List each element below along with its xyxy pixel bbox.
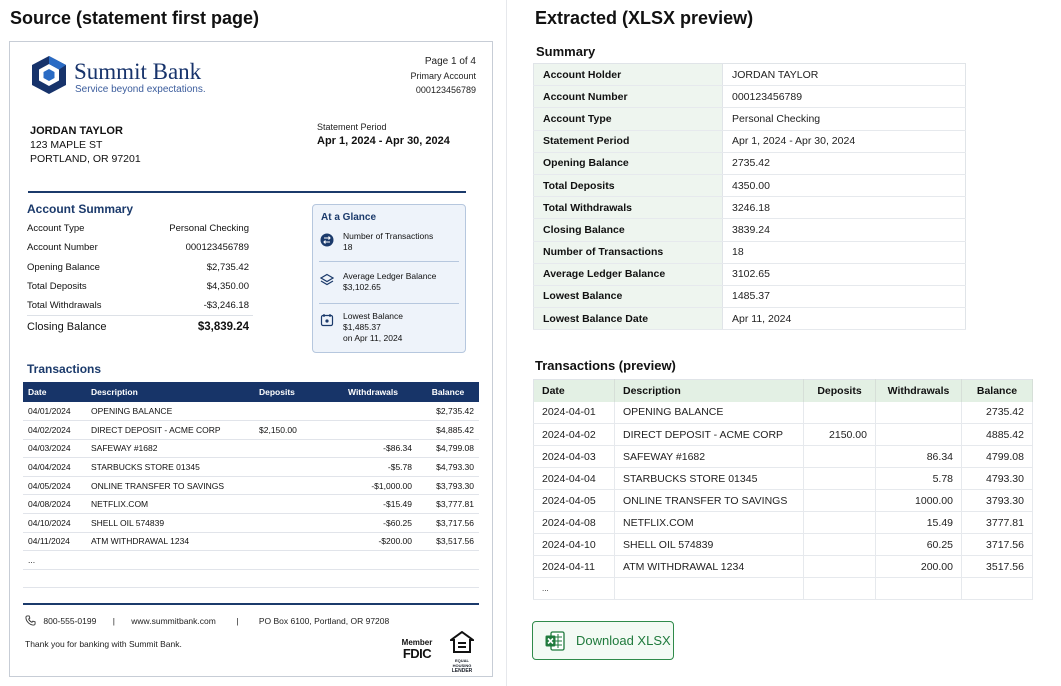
summary-table-row [534, 263, 966, 285]
column-header: Balance [962, 380, 1033, 402]
cell: 3793.30 [962, 490, 1033, 512]
cell: -$86.34 [329, 439, 417, 458]
at-a-glance-box [312, 204, 466, 353]
footer-phone: 800-555-0199 [43, 615, 97, 626]
ledger-icon [320, 273, 334, 287]
glance-divider [319, 303, 459, 304]
table-row [23, 569, 479, 588]
cell: $3,793.30 [417, 476, 479, 495]
column-header: Withdrawals [329, 382, 417, 402]
bank-tagline: Service beyond expectations. [75, 84, 206, 95]
cell: $3,717.56 [417, 514, 479, 533]
cell [804, 468, 876, 490]
cell: -$60.25 [329, 514, 417, 533]
footer-thanks: Thank you for banking with Summit Bank. [25, 639, 182, 649]
statement-transactions-table [23, 382, 479, 588]
glance-divider [319, 261, 459, 262]
table-row [23, 421, 479, 440]
cell [876, 424, 962, 446]
summit-bank-logo-icon [30, 55, 68, 95]
equal-housing-icon [450, 631, 474, 653]
transactions-icon [320, 233, 334, 247]
cell: 04/10/2024 [23, 514, 86, 533]
table-row [534, 468, 1033, 490]
cell: STARBUCKS STORE 01345 [86, 458, 254, 477]
cell: 04/11/2024 [23, 532, 86, 551]
page-meta [410, 55, 476, 97]
ehl-text-1: EQUAL HOUSING [452, 658, 472, 668]
table-row [23, 532, 479, 551]
cell: $3,777.81 [417, 495, 479, 514]
extracted-pane-title: Extracted (XLSX preview) [535, 8, 754, 28]
cell: DIRECT DEPOSIT - ACME CORP [615, 424, 804, 446]
summary-value: 3246.18 [723, 197, 966, 219]
transactions-heading: Transactions [27, 362, 102, 376]
cell: SHELL OIL 574839 [86, 514, 254, 533]
cell [804, 490, 876, 512]
cell [804, 512, 876, 534]
equal-housing-lender-logo [447, 631, 477, 674]
statement-period [317, 122, 450, 147]
ellipsis-cell: ... [534, 578, 615, 600]
cell: 2024-04-04 [534, 468, 615, 490]
footer-separator: | [236, 615, 239, 626]
cell: 2024-04-11 [534, 556, 615, 578]
cell: ONLINE TRANSFER TO SAVINGS [615, 490, 804, 512]
cell: 2150.00 [804, 424, 876, 446]
summary-key: Account Holder [534, 64, 723, 86]
summary-key: Lowest Balance Date [534, 308, 723, 330]
cell [254, 495, 329, 514]
download-xlsx-label: Download XLSX [576, 633, 671, 648]
column-header: Balance [417, 382, 479, 402]
column-header: Description [86, 382, 254, 402]
cell: ONLINE TRANSFER TO SAVINGS [86, 476, 254, 495]
summary-key: Closing Balance [534, 219, 723, 241]
cell [254, 514, 329, 533]
summary-table-row [534, 308, 966, 330]
closing-balance-value: $3,839.24 [197, 321, 249, 333]
table-row [534, 556, 1033, 578]
glance-label: Number of Transactions [343, 231, 434, 241]
cell: 60.25 [876, 534, 962, 556]
summary-row [27, 300, 249, 311]
cell: SHELL OIL 574839 [615, 534, 804, 556]
table-row [23, 551, 479, 570]
summary-key: Account Number [534, 86, 723, 108]
summary-table-row [534, 86, 966, 108]
summary-table-row [534, 108, 966, 130]
account-number-header: 000123456789 [415, 85, 476, 95]
cell: 2024-04-02 [534, 424, 615, 446]
cell [254, 532, 329, 551]
cell: 1000.00 [876, 490, 962, 512]
cell: -$5.78 [329, 458, 417, 477]
table-row [534, 446, 1033, 468]
cell: 04/02/2024 [23, 421, 86, 440]
cell: 2024-04-03 [534, 446, 615, 468]
table-row [534, 512, 1033, 534]
summary-value: 3839.24 [723, 219, 966, 241]
cell: DIRECT DEPOSIT - ACME CORP [86, 421, 254, 440]
account-summary-heading: Account Summary [27, 202, 134, 216]
cell: 3517.56 [962, 556, 1033, 578]
cell: 04/05/2024 [23, 476, 86, 495]
cell: OPENING BALANCE [615, 402, 804, 424]
extracted-pane [507, 0, 1061, 686]
cell [329, 421, 417, 440]
cell: $3,517.56 [417, 532, 479, 551]
cell: $2,150.00 [254, 421, 329, 440]
summary-value: 1485.37 [723, 285, 966, 307]
cell [804, 402, 876, 424]
summary-value: Apr 1, 2024 - Apr 30, 2024 [723, 130, 966, 152]
cell: 04/01/2024 [23, 402, 86, 421]
cell: 4793.30 [962, 468, 1033, 490]
cell [804, 556, 876, 578]
cell: -$200.00 [329, 532, 417, 551]
cell: 2024-04-08 [534, 512, 615, 534]
glance-item [343, 231, 433, 253]
summary-row [27, 223, 249, 234]
cell: 86.34 [876, 446, 962, 468]
cell: $4,793.30 [417, 458, 479, 477]
table-row [534, 402, 1033, 424]
summary-table-row [534, 64, 966, 86]
summary-value: $4,350.00 [206, 281, 249, 292]
statement-page [9, 41, 493, 677]
statement-period-label: Statement Period [317, 122, 387, 132]
header-divider [28, 191, 466, 193]
cell [804, 446, 876, 468]
cell: STARBUCKS STORE 01345 [615, 468, 804, 490]
glance-value: $1,485.37 [343, 322, 381, 332]
summary-table [533, 63, 966, 330]
cell: 2024-04-01 [534, 402, 615, 424]
cell [254, 439, 329, 458]
footer-divider [23, 603, 479, 605]
cell: NETFLIX.COM [86, 495, 254, 514]
summary-value: 3102.65 [723, 263, 966, 285]
table-row [23, 439, 479, 458]
table-row [534, 534, 1033, 556]
summary-row [27, 242, 249, 253]
table-header-row [534, 380, 1033, 402]
cell [254, 402, 329, 421]
cell: ATM WITHDRAWAL 1234 [615, 556, 804, 578]
summary-key: Lowest Balance [534, 285, 723, 307]
summary-key: Opening Balance [534, 152, 723, 174]
summary-value: -$3,246.18 [203, 300, 249, 311]
column-header: Date [534, 380, 615, 402]
column-header: Date [23, 382, 86, 402]
cell [254, 458, 329, 477]
summary-table-row [534, 130, 966, 152]
cell: 4799.08 [962, 446, 1033, 468]
footer-address: PO Box 6100, Portland, OR 97208 [258, 615, 390, 626]
source-pane [0, 0, 506, 686]
customer-name: JORDAN TAYLOR [30, 125, 123, 137]
cell: 200.00 [876, 556, 962, 578]
summary-key: Total Deposits [534, 174, 723, 196]
summary-value: 000123456789 [723, 86, 966, 108]
summary-value: 4350.00 [723, 174, 966, 196]
page-number: Page 1 of 4 [424, 56, 476, 67]
calendar-icon [320, 313, 334, 327]
summary-value: Apr 11, 2024 [723, 308, 966, 330]
fdic-logo [400, 638, 434, 660]
cell: 3717.56 [962, 534, 1033, 556]
column-header: Deposits [254, 382, 329, 402]
summary-value: 2735.42 [723, 152, 966, 174]
cell: OPENING BALANCE [86, 402, 254, 421]
summary-table-row [534, 152, 966, 174]
closing-balance-label: Closing Balance [27, 321, 107, 333]
summary-table-row [534, 285, 966, 307]
glance-label: Lowest Balance [343, 311, 404, 321]
cell: $4,885.42 [417, 421, 479, 440]
summary-table-row [534, 197, 966, 219]
summary-value: 18 [723, 241, 966, 263]
source-pane-title: Source (statement first page) [10, 8, 260, 28]
summary-table-row [534, 219, 966, 241]
glance-extra: on Apr 11, 2024 [343, 333, 403, 343]
table-row [23, 458, 479, 477]
footer-website: www.summitbank.com [131, 615, 216, 626]
fdic-member-text: Member [401, 638, 433, 647]
summary-value: 000123456789 [185, 242, 249, 253]
cell [876, 402, 962, 424]
cell: 5.78 [876, 468, 962, 490]
column-header: Description [615, 380, 804, 402]
summary-row [27, 281, 249, 292]
summary-label: Total Deposits [27, 281, 87, 292]
table-row [23, 476, 479, 495]
summary-key: Account Type [534, 108, 723, 130]
cell: $4,799.08 [417, 439, 479, 458]
glance-item [343, 271, 436, 293]
cell: 04/03/2024 [23, 439, 86, 458]
fdic-text: FDIC [402, 646, 432, 661]
bank-name: Summit Bank [74, 59, 202, 84]
transactions-preview-heading: Transactions (preview) [535, 358, 676, 373]
customer-city: PORTLAND, OR 97201 [30, 153, 141, 165]
glance-value: $3,102.65 [343, 282, 381, 292]
glance-label: Average Ledger Balance [343, 271, 437, 281]
summary-label: Opening Balance [27, 262, 100, 273]
cell [804, 534, 876, 556]
ehl-text-2: LENDER [451, 668, 473, 674]
summary-table-row [534, 174, 966, 196]
download-xlsx-button[interactable] [532, 621, 674, 660]
table-row [534, 490, 1033, 512]
summary-key: Total Withdrawals [534, 197, 723, 219]
footer-separator: | [112, 615, 115, 626]
cell: 2735.42 [962, 402, 1033, 424]
table-header-row [23, 382, 479, 402]
cell: SAFEWAY #1682 [615, 446, 804, 468]
footer-contact [25, 615, 389, 626]
ellipsis-cell: ... [23, 551, 86, 570]
account-label: Primary Account [410, 71, 476, 81]
summary-row [27, 262, 249, 273]
summary-value: $2,735.42 [206, 262, 249, 273]
cell: SAFEWAY #1682 [86, 439, 254, 458]
at-a-glance-title: At a Glance [321, 212, 377, 223]
table-row [534, 424, 1033, 446]
summary-label: Total Withdrawals [27, 300, 102, 311]
cell: -$15.49 [329, 495, 417, 514]
cell: 04/08/2024 [23, 495, 86, 514]
cell: 3777.81 [962, 512, 1033, 534]
cell: 2024-04-05 [534, 490, 615, 512]
summary-value: Personal Checking [169, 223, 249, 234]
summary-label: Account Type [27, 223, 85, 234]
column-header: Deposits [804, 380, 876, 402]
glance-item [343, 311, 403, 344]
table-row [23, 514, 479, 533]
cell [254, 476, 329, 495]
summary-value: JORDAN TAYLOR [723, 64, 966, 86]
phone-icon [25, 615, 36, 626]
summary-value: Personal Checking [723, 108, 966, 130]
column-header: Withdrawals [876, 380, 962, 402]
closing-balance-row [27, 321, 249, 333]
customer-street: 123 MAPLE ST [30, 139, 103, 151]
summary-heading: Summary [536, 44, 596, 59]
table-row [534, 578, 1033, 600]
table-row [23, 402, 479, 421]
cell: 2024-04-10 [534, 534, 615, 556]
statement-period-value: Apr 1, 2024 - Apr 30, 2024 [317, 135, 450, 147]
cell: 15.49 [876, 512, 962, 534]
customer-address [30, 124, 141, 166]
cell [329, 402, 417, 421]
cell: -$1,000.00 [329, 476, 417, 495]
summary-key: Average Ledger Balance [534, 263, 723, 285]
summary-table-row [534, 241, 966, 263]
summary-key: Statement Period [534, 130, 723, 152]
excel-icon [545, 631, 565, 651]
summary-key: Number of Transactions [534, 241, 723, 263]
cell: NETFLIX.COM [615, 512, 804, 534]
glance-value: 18 [343, 242, 353, 252]
cell: 4885.42 [962, 424, 1033, 446]
summary-divider [27, 315, 253, 316]
transactions-preview-table [533, 379, 1033, 600]
cell: ATM WITHDRAWAL 1234 [86, 532, 254, 551]
cell: $2,735.42 [417, 402, 479, 421]
summary-label: Account Number [27, 242, 98, 253]
cell: 04/04/2024 [23, 458, 86, 477]
table-row [23, 495, 479, 514]
